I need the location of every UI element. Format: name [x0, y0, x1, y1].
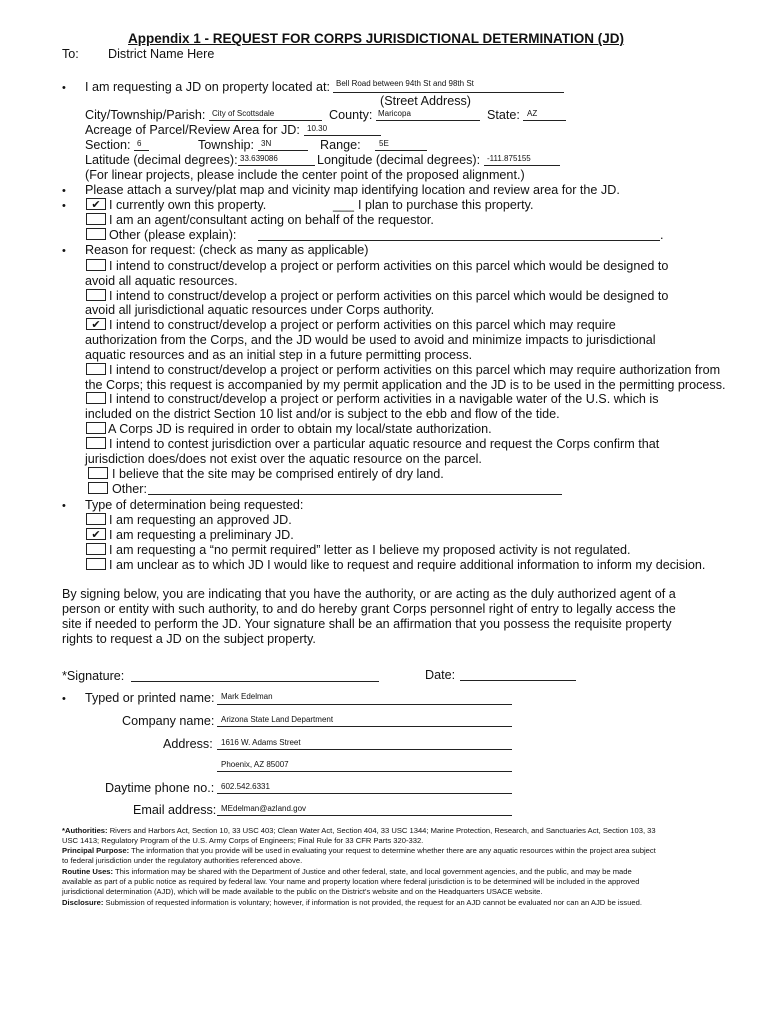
reason-3-text: I intend to construct/develop a project or perform activities on this parcel which may require: [109, 318, 616, 332]
name-line: [217, 704, 512, 705]
other-ownership-checkbox[interactable]: [86, 228, 106, 240]
own-property-label: I currently own this property.: [109, 198, 267, 212]
county-line: [376, 120, 480, 121]
latitude-label: Latitude (decimal degrees):: [85, 153, 238, 167]
name-label: Typed or printed name:: [85, 691, 215, 705]
reason-5-checkbox[interactable]: [86, 392, 106, 404]
signing-paragraph: person or entity with such authority, to and do hereby grant Corps personnel right of entry to legally access the: [62, 602, 676, 616]
reason-7-text: jurisdiction does/does not exist over the aquatic resource on the parcel.: [85, 452, 482, 466]
township-label: Township:: [198, 138, 255, 152]
purpose-note: Principal Purpose: The information that you provide will be used in evaluating your request to determine whether there are any aquatic resources within the project area subject to federal jurisdiction under the regulatory authorities referenced above.: [62, 846, 656, 866]
street-address-caption: (Street Address): [380, 94, 471, 108]
reason-1-text: avoid all aquatic resources.: [85, 274, 238, 288]
longitude-label: Longitude (decimal degrees):: [317, 153, 481, 167]
preliminary-jd-label: I am requesting a preliminary JD.: [109, 528, 294, 542]
address-line: [333, 92, 564, 93]
plan-purchase-mark[interactable]: ___: [333, 198, 355, 212]
company-field[interactable]: Arizona State Land Department: [221, 715, 334, 724]
section-line: [134, 150, 149, 151]
bullet-icon: •: [62, 200, 66, 212]
unclear-checkbox[interactable]: [86, 558, 106, 570]
reason-3-checkbox[interactable]: ✔: [86, 318, 106, 330]
bullet-icon: •: [62, 245, 66, 257]
reason-3-text: authorization from the Corps, and the JD would be used to avoid and minimize impacts to jurisdictional: [85, 333, 656, 347]
unclear-label: I am unclear as to which JD I would like to request and require additional information to inform my decision.: [109, 558, 706, 572]
address-field-2[interactable]: Phoenix, AZ 85007: [221, 760, 289, 769]
date-line[interactable]: [460, 680, 576, 681]
address-line-2: [217, 771, 512, 772]
reason-1-text: I intend to construct/develop a project or perform activities on this parcel which would be designed to: [109, 259, 669, 273]
reason-other-checkbox[interactable]: [88, 482, 108, 494]
bullet-icon: •: [62, 82, 66, 94]
longitude-field[interactable]: -111.875155: [487, 154, 531, 163]
county-field[interactable]: Maricopa: [378, 109, 411, 118]
page-title: Appendix 1 - REQUEST FOR CORPS JURISDICTIONAL DETERMINATION (JD): [128, 31, 625, 46]
township-field[interactable]: 3N: [261, 139, 272, 148]
signature-label: *Signature:: [62, 669, 125, 683]
email-label: Email address:: [133, 803, 217, 817]
city-field[interactable]: City of Scottsdale: [212, 109, 275, 118]
email-line: [217, 815, 512, 816]
longitude-line: [484, 165, 560, 166]
reason-7-text: I intend to contest jurisdiction over a particular aquatic resource and request the Corps confirm that: [109, 437, 660, 451]
linear-note: (For linear projects, please include the center point of the proposed alignment.): [85, 168, 525, 182]
preliminary-jd-checkbox[interactable]: ✔: [86, 528, 106, 540]
reason-4-text: the Corps; this request is accompanied by my permit application and the JD is to be used in the permitting process.: [85, 378, 726, 392]
latitude-field[interactable]: 33.639086: [240, 154, 278, 163]
approved-jd-checkbox[interactable]: [86, 513, 106, 525]
reason-6-checkbox[interactable]: [86, 422, 106, 434]
routine-uses-note: Routine Uses: This information may be shared with the Department of Justice and other federal, state, and local government agencies, and the public, and may be made available as part of a public notice as required by federal law. Your name and property location where federal jurisdiction is to be determined will be included in the approved jurisdictional determination (AJD), which will be made available to the public on the District's website and on the Headquarters USACE website.: [62, 867, 640, 897]
reason-8-text: I believe that the site may be comprised entirely of dry land.: [112, 467, 444, 481]
no-permit-label: I am requesting a “no permit required” letter as I believe my proposed activity is not regulated.: [109, 543, 631, 557]
city-line: [209, 120, 322, 121]
range-field[interactable]: 5E: [379, 139, 389, 148]
bullet-icon: •: [62, 500, 66, 512]
range-label: Range:: [320, 138, 361, 152]
to-value: District Name Here: [108, 47, 215, 61]
determination-heading: Type of determination being requested:: [85, 498, 304, 512]
reason-2-checkbox[interactable]: [86, 289, 106, 301]
address-label: Address:: [163, 737, 213, 751]
date-label: Date:: [425, 668, 456, 682]
phone-label: Daytime phone no.:: [105, 781, 215, 795]
property-intro: I am requesting a JD on property located at:: [85, 80, 331, 94]
section-label: Section:: [85, 138, 131, 152]
signing-paragraph: site if needed to perform the JD. Your signature shall be an affirmation that you possess the requisite property: [62, 617, 672, 631]
no-permit-checkbox[interactable]: [86, 543, 106, 555]
acreage-label: Acreage of Parcel/Review Area for JD:: [85, 123, 300, 137]
reason-5-text: I intend to construct/develop a project or perform activities in a navigable water of the U.S. which is: [109, 392, 659, 406]
plan-purchase-label: I plan to purchase this property.: [358, 198, 534, 212]
acreage-field[interactable]: 10.30: [307, 124, 328, 133]
approved-jd-label: I am requesting an approved JD.: [109, 513, 292, 527]
name-field[interactable]: Mark Edelman: [221, 692, 273, 701]
latitude-line: [238, 165, 315, 166]
phone-line: [217, 793, 512, 794]
reason-8-checkbox[interactable]: [88, 467, 108, 479]
attach-text: Please attach a survey/plat map and vicinity map identifying location and review area for the JD.: [85, 183, 620, 197]
disclosure-note: Disclosure: Submission of requested information is voluntary; however, if information is not provided, the request for an AJD cannot be evaluated nor can an AJD be issued.: [62, 898, 642, 907]
county-label: County:: [329, 108, 373, 122]
signing-paragraph: rights to request a JD on the subject property.: [62, 632, 316, 646]
reason-7-checkbox[interactable]: [86, 437, 106, 449]
signing-paragraph: By signing below, you are indicating that you have the authority, or are acting as the duly authorized agent of a: [62, 587, 676, 601]
agent-label: I am an agent/consultant acting on behalf of the requestor.: [109, 213, 434, 227]
city-label: City/Township/Parish:: [85, 108, 206, 122]
other-ownership-label: Other (please explain):: [109, 228, 237, 242]
reason-6-text: A Corps JD is required in order to obtain my local/state authorization.: [108, 422, 492, 436]
state-field[interactable]: AZ: [527, 109, 538, 118]
reason-2-text: I intend to construct/develop a project or perform activities on this parcel which would be designed to: [109, 289, 669, 303]
state-line: [523, 120, 566, 121]
reason-5-text: included on the district Section 10 list and/or is subject to the ebb and flow of the tide.: [85, 407, 560, 421]
authorities-note: *Authorities: Rivers and Harbors Act, Section 10, 33 USC 403; Clean Water Act, Section 404, 33 USC 1344; Marine Protection, Research, and Sanctuaries Act, Section 103, 33 USC 1413; Regulatory Program of the U.S. Army Corps of Engineers; Final Rule for 33 CFR Parts 320-332.: [62, 826, 656, 846]
range-line: [375, 150, 427, 151]
reason-1-checkbox[interactable]: [86, 259, 106, 271]
bullet-icon: •: [62, 185, 66, 197]
reason-heading: Reason for request: (check as many as applicable): [85, 243, 369, 257]
address-field[interactable]: Bell Road between 94th St and 98th St: [336, 79, 474, 88]
address-line-1: [217, 749, 512, 750]
agent-checkbox[interactable]: [86, 213, 106, 225]
reason-other-line[interactable]: [148, 494, 562, 495]
township-line: [258, 150, 308, 151]
bullet-icon: •: [62, 693, 66, 705]
company-label: Company name:: [122, 714, 215, 728]
other-explain-line[interactable]: [258, 240, 660, 241]
phone-field[interactable]: 602.542.6331: [221, 782, 270, 791]
address-field-1[interactable]: 1616 W. Adams Street: [221, 738, 301, 747]
reason-other-label: Other:: [112, 482, 147, 496]
own-property-checkbox[interactable]: ✔: [86, 198, 106, 210]
reason-2-text: avoid all jurisdictional aquatic resources under Corps authority.: [85, 303, 435, 317]
section-field[interactable]: 6: [137, 139, 142, 148]
company-line: [217, 726, 512, 727]
state-label: State:: [487, 108, 520, 122]
acreage-line: [304, 135, 381, 136]
to-label: To:: [62, 47, 79, 61]
reason-3-text: aquatic resources and as an initial step in a future permitting process.: [85, 348, 473, 362]
email-field[interactable]: MEdelman@azland.gov: [221, 804, 307, 813]
reason-4-text: I intend to construct/develop a project or perform activities on this parcel which may require authorization from: [109, 363, 721, 377]
signature-line[interactable]: [131, 681, 379, 682]
reason-4-checkbox[interactable]: [86, 363, 106, 375]
